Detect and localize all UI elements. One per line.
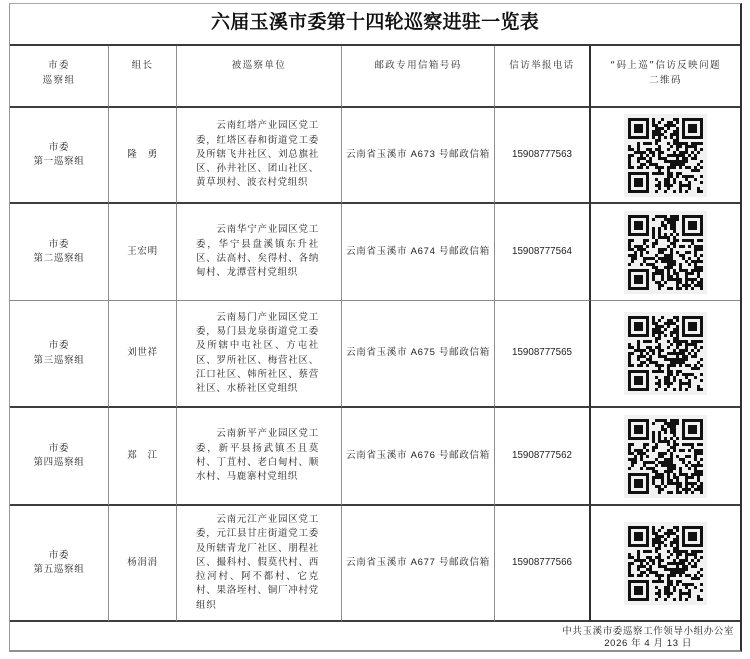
table-row-5-group (10, 506, 109, 622)
header-units: 被巡察单位 (177, 46, 342, 108)
table-row-1-group (10, 108, 109, 204)
table-row-1-phone: 15908777563 (495, 108, 591, 204)
table-row-4-qr (591, 408, 740, 506)
table-row-3-leader: 刘世祥 (109, 301, 177, 408)
group-line2: 第三巡察组 (33, 354, 85, 366)
table-row-1-leader: 隆 勇 (109, 108, 177, 204)
table-row-2-leader: 王宏明 (109, 204, 177, 301)
group-line2: 第一巡察组 (33, 156, 85, 167)
table-row-1-mailbox: 云南省玉溪市 A673 号邮政信箱 (342, 108, 495, 204)
units-text: 云南元江产业园区党工委，元江县甘庄街道党工委及所辖青龙厂社区、朋程社区、撮科村、假莫代村、西拉河村、阿不都村、它克村、果洛垤村、铜厂冲村党组织 (196, 513, 319, 611)
group-line1: 市委 (48, 141, 70, 153)
group-line1: 市委 (48, 238, 70, 250)
table-row-5-mailbox: 云南省玉溪市 A677 号邮政信箱 (342, 506, 495, 622)
table-footer (10, 622, 740, 650)
table-row-4-leader: 郑 江 (109, 408, 177, 506)
table-row-3-qr (591, 301, 740, 408)
table-row-4-phone: 15908777562 (495, 408, 591, 506)
header-qr (591, 46, 740, 108)
group-line1: 市委 (48, 442, 70, 454)
header-qr-line1: “码上巡”信访反映问题 (610, 60, 721, 71)
table-row-2-group (10, 204, 109, 301)
table-row-3-phone: 15908777565 (495, 301, 591, 408)
units-text: 云南华宁产业园区党工委，华宁县盘溪镇东升社区、法高村、矣得村、各纳甸村、龙潭营村党组织 (196, 224, 319, 279)
header-group-line2: 巡察组 (42, 74, 76, 86)
qr-code-icon (624, 312, 707, 395)
group-line1: 市委 (48, 340, 70, 351)
issuer-signature (562, 626, 734, 650)
group-line2: 第五巡察组 (33, 564, 85, 575)
header-qr-line2: 二维码 (649, 74, 682, 86)
header-phone: 信访举报电话 (495, 46, 591, 108)
group-line1: 市委 (48, 549, 70, 561)
table-grid (10, 46, 740, 622)
table-row-3-group (10, 301, 109, 408)
header-group (10, 46, 109, 108)
issue-date: 2026 年 4 月 13 日 (604, 637, 692, 649)
header-leader: 组长 (109, 46, 177, 108)
table-row-2-qr (591, 204, 740, 301)
table-row-2-units (177, 204, 342, 301)
table-row-5-units (177, 506, 342, 622)
table-row-4-units (177, 408, 342, 506)
qr-code-icon (624, 211, 707, 294)
group-line2: 第二巡察组 (33, 253, 85, 264)
group-line2: 第四巡察组 (33, 457, 85, 468)
table-row-3-mailbox: 云南省玉溪市 A675 号邮政信箱 (342, 301, 495, 408)
table-row-1-units (177, 108, 342, 204)
page-title: 六届玉溪市委第十四轮巡察进驻一览表 (10, 4, 740, 46)
table-row-5-leader: 杨涓涓 (109, 506, 177, 622)
table-row-4-mailbox: 云南省玉溪市 A676 号邮政信箱 (342, 408, 495, 506)
inspection-schedule-table (9, 3, 742, 652)
table-row-3-units (177, 301, 342, 408)
qr-code-icon (624, 522, 707, 605)
header-mailbox: 邮政专用信箱号码 (342, 46, 495, 108)
issuer-text: 中共玉溪市委巡察工作领导小组办公室 (562, 626, 734, 637)
table-row-1-qr (591, 108, 740, 204)
table-row-5-qr (591, 506, 740, 622)
table-row-4-group (10, 408, 109, 506)
units-text: 云南红塔产业园区党工委，红塔区春和街道党工委及所辖飞井社区、刘总旗社区、孙井社区、团山社区、黄草坝村、波衣村党组织 (196, 120, 319, 189)
table-row-2-phone: 15908777564 (495, 204, 591, 301)
qr-code-icon (624, 114, 707, 197)
qr-code-icon (624, 415, 707, 498)
table-row-5-phone: 15908777566 (495, 506, 591, 622)
units-text: 云南易门产业园区党工委，易门县龙泉街道党工委及所辖中屯社区、方屯社区、罗所社区、梅营社区、江口社区、韩所社区、蔡营社区、水桥社区党组织 (196, 311, 319, 395)
table-row-2-mailbox: 云南省玉溪市 A674 号邮政信箱 (342, 204, 495, 301)
header-group-line1: 市委 (48, 60, 70, 71)
units-text: 云南新平产业园区党工委，新平县扬武镇丕且莫村、丁苴村、老白甸村、顺水村、马鹿寨村党组织 (196, 428, 319, 483)
